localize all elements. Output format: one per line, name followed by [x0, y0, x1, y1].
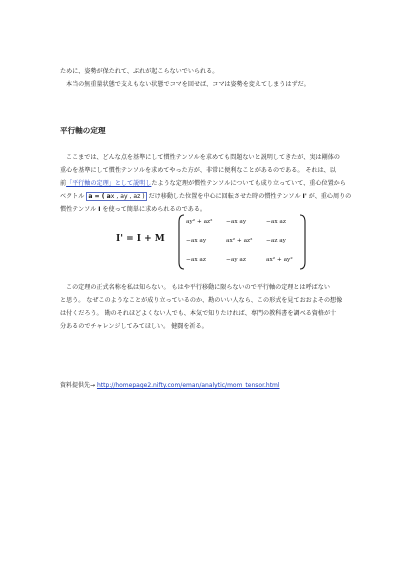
paragraph-2-line-4: 分あるのでチャレンジしてみてほしい。 健闘を祈る。 — [60, 323, 208, 330]
paragraph-1-line-3-prefix: 前 — [60, 180, 67, 187]
reference-label: 資料提供先→ — [60, 382, 96, 389]
paragraph-1-line-4-end: が、重心周りの — [308, 193, 352, 200]
vector-a-components: x , ay , az ) — [110, 193, 145, 200]
matrix-cell-3-2: −ay az — [226, 257, 246, 263]
vector-a-expression — [86, 192, 146, 201]
formula-lhs: I' = I + M — [116, 234, 165, 244]
matrix-cell-3-1: −ax az — [186, 257, 206, 263]
paragraph-1-line-5-prefix: 慣性テンソル — [60, 206, 97, 213]
parallel-axis-theorem-link[interactable]: 「平行軸の定理」として説明し — [66, 180, 152, 187]
reference-line — [60, 380, 280, 389]
matrix-cell-1-2: −ax ay — [226, 219, 247, 225]
paragraph-1-line-4-text: だけ移動した位置を中心に回転させた時の慣性テンソル — [148, 193, 301, 200]
matrix-cell-1-3: −ax az — [266, 219, 286, 225]
intro-line-2: 本当の無重量状態で支えもない状態でコマを回せば、コマは姿勢を変えてしまうはずだ。 — [66, 81, 310, 88]
paragraph-1-line-2: 重心を基準にして慣性テンソルを求めてやった方が、非常に便利なことがあるのである。 それは、以 — [60, 167, 336, 174]
paragraph-2-line-2: と思う。 なぜこのようなことが成り立っているのか、勘のいい人なら、この形式を見ておおよその想像 — [60, 297, 343, 304]
paragraph-2-line-3: は付くだろう。 勘のそれほどよくない人でも、本気で知りたければ、専門の教科書を調べる資格が十 — [60, 310, 337, 317]
matrix-cell-3-3: ax² + ay² — [266, 257, 293, 263]
matrix-cell-2-3: −az ay — [266, 238, 286, 244]
vector-a-head: a = ( a — [88, 193, 111, 200]
matrix-cell-2-2: ax² + az² — [226, 238, 253, 244]
tensor-i-prime-symbol: I' — [302, 193, 307, 200]
paragraph-1-line-4 — [60, 191, 351, 203]
paragraph-1-line-3 — [60, 178, 346, 190]
reference-url-link[interactable]: http://homepage2.nifty.com/eman/analytic/mom_tensor.html — [96, 382, 280, 389]
paragraph-1-line-5-suffix: を使って簡単に求められるのである。 — [102, 206, 207, 213]
paragraph-1-line-1: ここまでは、どんな点を基準にして慣性テンソルを求めても問題ないと説明してきたが、実は剛体の — [66, 154, 340, 161]
tensor-i-symbol: I — [98, 206, 101, 213]
paragraph-1-line-3-suffix: たような定理が慣性テンソルについても成り立っていて、重心位置から — [151, 180, 346, 187]
intro-line-1: ために、姿勢が保たれて、ぶれが起こらないでいられる。 — [60, 68, 219, 75]
parallel-axis-formula — [116, 214, 306, 270]
inertia-matrix — [178, 214, 306, 270]
paragraph-2-line-1: この定理の正式名称を私は知らない。 もはや平行移動に限らないので平行軸の定理とは呼ばない — [66, 284, 330, 291]
section-heading: 平行軸の定理 — [60, 126, 106, 135]
matrix-cell-1-1: ay² + az² — [186, 219, 213, 225]
vector-label: ベクトル — [60, 193, 85, 200]
matrix-cell-2-1: −ax ay — [186, 238, 207, 244]
